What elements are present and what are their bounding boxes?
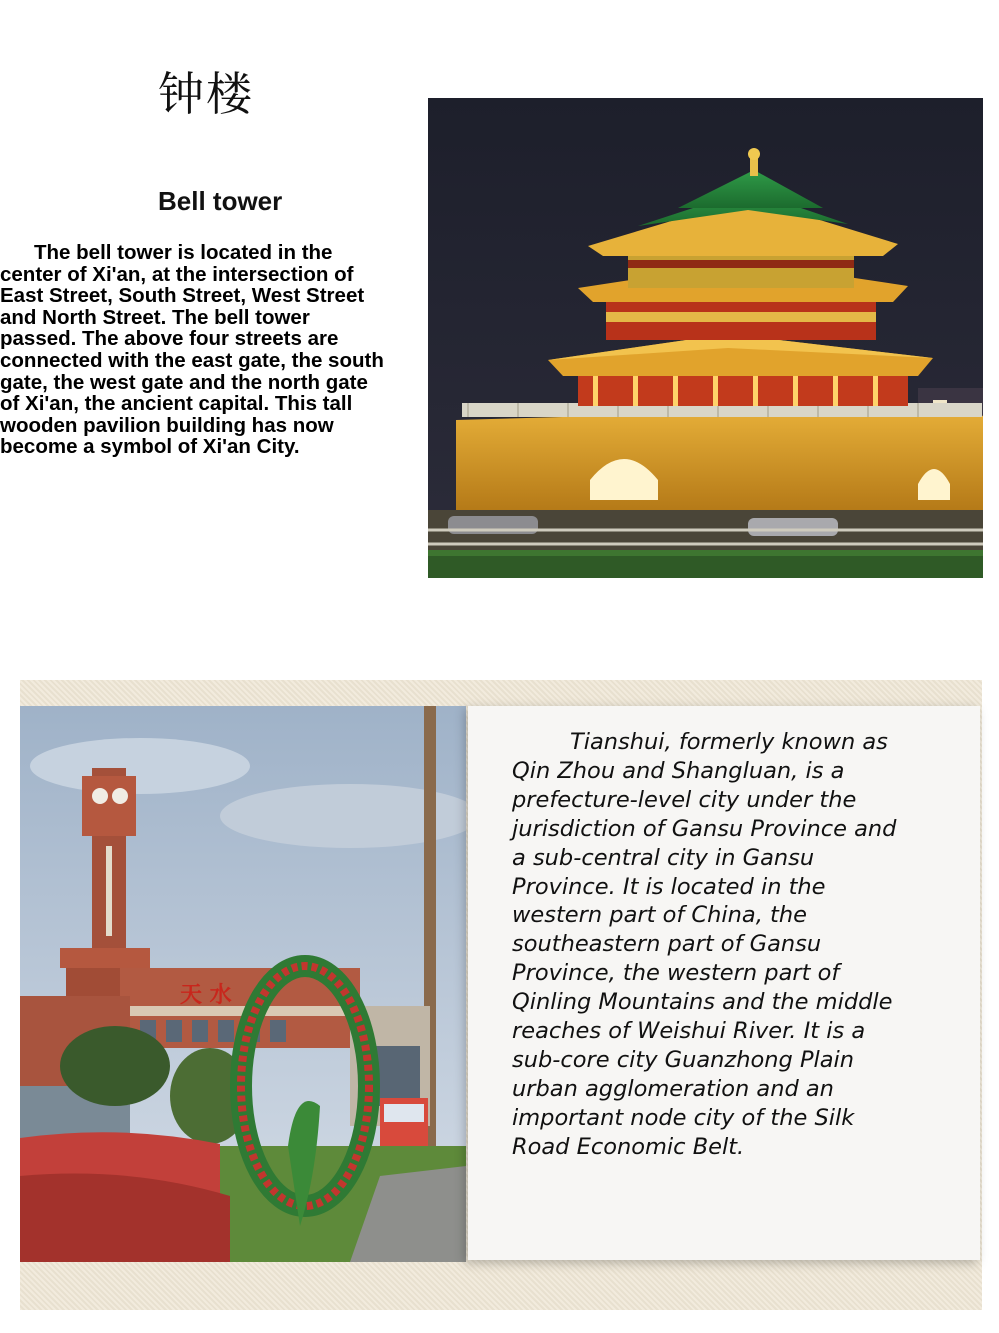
- bell-tower-description-text: The bell tower is located in the center of Xi'an, at the intersection of East Street, South Street, West Street and North Street. The bell tower passed. The above four streets are connected with the east gate, the south gate, the west gate and the north gate of Xi'an, the ancient capital. This tall wooden pavilion building has now become a symbol of Xi'an City.: [0, 242, 384, 458]
- bell-tower-title: Bell tower: [158, 186, 283, 216]
- bell-tower-description: [0, 242, 384, 458]
- tianshui-description: Tianshui, formerly known as Qin Zhou and Shangluan, is a prefecture-level city under the jurisdiction of Gansu Province and a sub-central city in Gansu Province. It is located in the western part of China, the southeastern part of Gansu Province, the western part of Qinling Mountains and the middle reaches of Weishui River. It is a sub-core city Guanzhong Plain urban agglomeration and an important node city of the Silk Road Economic Belt.: [512, 729, 897, 1160]
- station-sign: 天 水: [180, 982, 232, 1008]
- tianshui-station-photo: [20, 706, 466, 1262]
- chinese-title: 钟楼: [158, 67, 254, 121]
- bell-tower-photo: [428, 98, 983, 578]
